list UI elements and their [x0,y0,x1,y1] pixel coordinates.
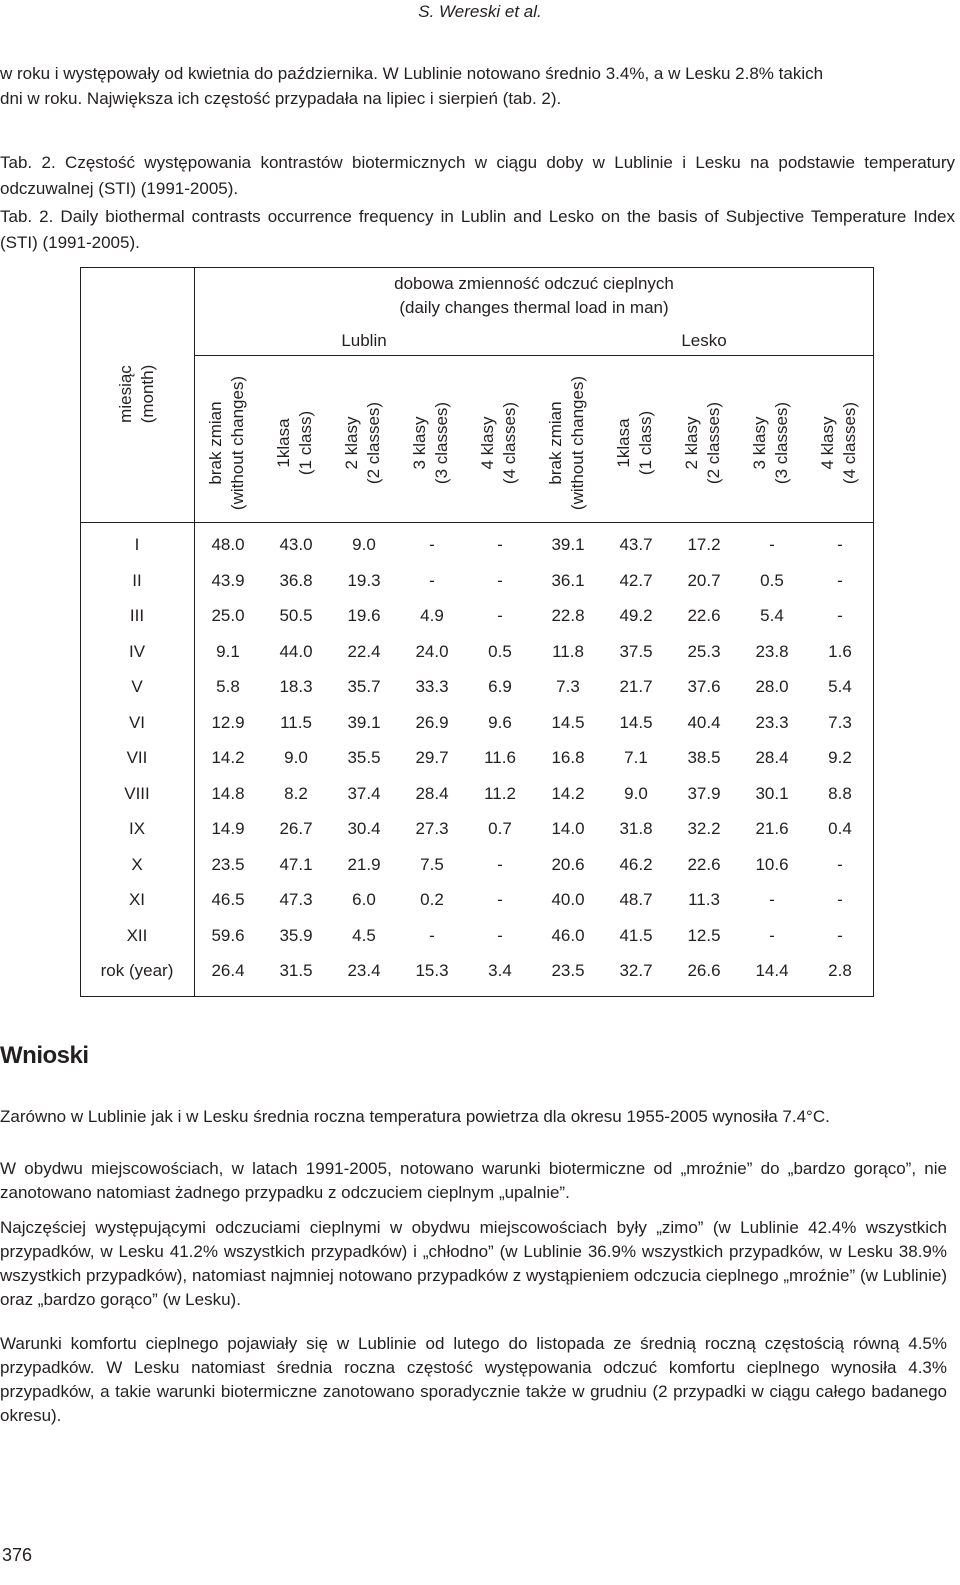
table-cell: - [497,535,503,554]
column-header-6 [545,363,591,523]
table-cell: 36.1 [551,570,585,590]
table-cell: - [837,570,843,590]
table-cell: 9.6 [488,712,512,732]
table-cell: 38.5 [687,748,721,767]
column-header-1-line-1: brak zmian [206,401,225,485]
column-header-8-line-2: (2 classes) [704,401,723,485]
column-header-6-line-1: brak zmian [546,401,565,485]
section-title: Wnioski [0,1042,89,1069]
table-border-top [80,267,874,268]
table-cell: 40.4 [687,712,721,732]
row-month-label: II [132,570,142,590]
running-header-author: S. Wereski et al. [418,2,542,21]
table-cell: 11.8 [552,641,584,661]
table-cell: 18.3 [279,677,313,696]
table-cell: 14.9 [211,819,245,838]
table-cell: 32.7 [619,961,653,980]
conclusion-paragraph-4: Warunki komfortu cieplnego pojawiały się w Lublinie od lutego do listopada ze średnią roczną częstością równą 4.5% przypadków. W Lesku natomiast średnia roczna częstość występowania odczuć komfortu cieplnego wynosiła 4.3% przypadków, a takie warunki biotermiczne zanotowano sporadycznie także w grudniu (2 przypadki w ciągu całego badanego okresu). [0,1334,947,1425]
table-cell: - [497,854,503,874]
table-cell: 26.4 [211,961,245,980]
table-divider-stations [194,355,874,356]
table-cell: 28.4 [415,783,449,803]
table-cell: 46.5 [211,890,245,909]
table-cell: 27.3 [415,819,449,838]
table-cell: 23.8 [755,641,789,661]
table-cell: - [497,570,503,590]
table-cell: 9.0 [352,535,376,554]
column-header-4-line-1: 3 klasy [410,416,429,470]
column-header-5-line-2: (4 classes) [500,401,519,485]
table-cell: 46.0 [551,925,585,945]
table-cell: 14.5 [619,712,653,732]
table-cell: 12.9 [211,712,245,732]
table-cell: 37.9 [687,783,721,803]
row-month-label: V [131,677,143,696]
table-cell: 44.0 [279,641,313,661]
table-cell: 5.4 [828,677,852,696]
table-cell: 36.8 [279,570,313,590]
table-cell: 0.5 [760,570,784,590]
table-cell: 25.0 [211,606,245,625]
station-lesko: Lesko [681,331,727,350]
table-cell: 22.8 [551,606,585,625]
table-cell: - [429,925,435,945]
table-cell: - [837,890,843,909]
column-header-1 [205,363,251,523]
row-month-label: VII [126,748,148,767]
month-header-line-1: miesiąc [116,365,135,423]
conclusion-paragraph-3: Najczęściej występującymi odczuciami cieplnymi w obydwu miejscowościach były „zimo” (w Lublinie 42.4% wszystkich przypadków, w Lesku 41.2% wszystkich przypadków) i „chłodno” (w Lublinie 36.9% wszystkich przypadków, w Lesku 38.9% wszystkich przypadków), natomiast najmniej notowano przypadków z wystąpieniem odczucia cieplnego „mroźnie” (w Lublinie) oraz „bardzo gorąco” (w Lesku). [0,1218,947,1309]
column-header-7-line-2: (1 class) [636,410,655,476]
table-cell: 50.5 [279,606,313,625]
table-cell: 32.2 [687,819,721,838]
column-header-4-line-2: (3 classes) [432,401,451,485]
table-cell: 31.5 [279,961,313,980]
table-cell: 28.4 [755,748,789,767]
intro-line-1: w roku i występowały od kwietnia do października. W Lublinie notowano średnio 3.4%, a w Lesku 2.8% takich [0,64,824,83]
table-cell: 0.7 [488,819,512,838]
table-cell: 30.4 [347,819,381,838]
table-cell: 16.8 [551,748,585,767]
column-header-1-line-2: (without changes) [228,375,247,511]
table-cell: 0.5 [488,641,512,661]
table-caption-polish: Tab. 2. Częstość występowania kontrastów biotermicznych w ciągu doby w Lublinie i Lesku na podstawie temperatury odczuwalnej (STI) (1991-2005). [0,153,955,198]
row-month-label: IV [128,641,146,661]
table-cell: - [429,570,435,590]
table-cell: 48.0 [211,535,245,554]
column-header-2-line-1: 1klasa [274,418,293,468]
table-cell: 40.0 [551,890,585,909]
column-header-3-line-2: (2 classes) [364,401,383,485]
row-month-label: VI [128,712,146,732]
table-cell: 11.5 [280,712,312,732]
table-cell: - [769,925,775,945]
month-header [115,329,161,459]
row-month-label: I [134,535,140,554]
table-cell: 8.2 [284,783,308,803]
table-cell: 30.1 [755,783,789,803]
table-cell: 23.4 [347,961,381,980]
table-cell: 39.1 [347,712,381,732]
table-cell: 21.7 [619,677,653,696]
table-cell: 41.5 [619,925,653,945]
table-cell: 14.2 [211,748,245,767]
row-month-label: X [131,854,143,874]
top-header-line-1: dobowa zmienność odczuć cieplnych [394,274,674,293]
table-cell: 14.4 [755,961,789,980]
table-cell: 7.3 [828,712,852,732]
table-cell: 9.2 [828,748,852,767]
table-cell: 26.7 [279,819,313,838]
table-cell: 9.1 [216,641,240,661]
intro-line-2: dni w roku. Największa ich częstość przypadała na lipiec i sierpień (tab. 2). [0,89,562,108]
table-cell: 42.7 [619,570,653,590]
table-cell: 5.8 [216,677,240,696]
table-cell: 0.4 [828,819,852,838]
column-header-7-line-1: 1klasa [614,418,633,468]
table-cell: - [837,854,843,874]
table-cell: 14.0 [551,819,585,838]
table-cell: 17.2 [687,535,721,554]
table-cell: 22.6 [687,606,721,625]
top-header-line-2: (daily changes thermal load in man) [399,298,669,317]
table-cell: - [497,606,503,625]
table-cell: 29.7 [415,748,449,767]
table-cell: 11.2 [484,783,516,803]
table-cell: 20.6 [551,854,585,874]
column-header-9 [749,363,795,523]
table-cell: 35.5 [347,748,381,767]
table-cell: 24.0 [415,641,449,661]
table-cell: - [837,535,843,554]
conclusion-paragraph-2: W obydwu miejscowościach, w latach 1991-2005, notowano warunki biotermiczne od „mroźnie” do „bardzo gorąco”, nie zanotowano natomiast żadnego przypadku z odczuciem cieplnym „upalnie”. [0,1159,947,1202]
table-cell: 43.0 [279,535,313,554]
table-cell: 8.8 [828,783,852,803]
table-cell: 25.3 [687,641,721,661]
table-cell: 59.6 [211,925,245,945]
table-cell: 22.4 [347,641,381,661]
table-cell: 28.0 [755,677,789,696]
table-cell: 0.2 [420,890,444,909]
table-2 [80,267,874,997]
table-cell: - [769,890,775,909]
table-cell: 43.7 [619,535,653,554]
column-header-6-line-2: (without changes) [568,375,587,511]
table-cell: 22.6 [687,854,721,874]
table-cell: 5.4 [760,606,784,625]
month-header-line-2: (month) [138,364,157,424]
table-cell: - [837,925,843,945]
column-header-10 [817,363,863,523]
table-cell: 31.8 [619,819,653,838]
table-cell: 37.4 [347,783,381,803]
table-cell: 14.5 [551,712,585,732]
table-cell: 2.8 [828,961,852,980]
column-header-9-line-1: 3 klasy [750,416,769,470]
column-header-8-line-1: 2 klasy [682,416,701,470]
column-header-10-line-1: 4 klasy [818,416,837,470]
table-cell: - [497,890,503,909]
row-month-label: rok (year) [100,961,174,980]
table-caption-english: Tab. 2. Daily biothermal contrasts occurrence frequency in Lublin and Lesko on the basis of Subjective Temperature Index (STI) (1991-2005). [0,207,955,252]
column-header-3 [341,363,387,523]
table-cell: 35.7 [347,677,381,696]
table-cell: 7.3 [556,677,580,696]
table-cell: - [429,535,435,554]
row-month-label: XII [126,925,148,945]
table-cell: 6.0 [352,890,376,909]
column-header-3-line-1: 2 klasy [342,416,361,470]
table-cell: 9.0 [284,748,308,767]
column-header-5-line-1: 4 klasy [478,416,497,470]
table-cell: 21.9 [347,854,381,874]
column-header-2 [273,363,319,523]
table-cell: 43.9 [211,570,245,590]
table-cell: 48.7 [619,890,653,909]
row-month-label: XI [128,890,146,909]
table-cell: 46.2 [619,854,653,874]
table-cell: 20.7 [687,570,721,590]
page-number: 376 [2,1545,33,1565]
table-cell: 35.9 [279,925,313,945]
row-month-label: III [129,606,145,625]
table-cell: 12.5 [687,925,721,945]
table-cell: 37.5 [619,641,653,661]
table-cell: 19.6 [347,606,381,625]
table-cell: 4.9 [420,606,444,625]
column-header-8 [681,363,727,523]
table-cell: 15.3 [415,961,449,980]
table-cell: 23.3 [755,712,789,732]
table-border-bottom [80,996,874,997]
table-cell: 11.6 [484,748,516,767]
table-cell: 47.3 [279,890,313,909]
table-cell: 14.8 [211,783,245,803]
table-cell: 49.2 [619,606,653,625]
column-header-10-line-2: (4 classes) [840,401,859,485]
column-header-4 [409,363,455,523]
conclusion-paragraph-1: Zarówno w Lublinie jak i w Lesku średnia roczna temperatura powietrza dla okresu 1955-2005 wynosiła 7.4°C. [0,1107,830,1126]
column-header-2-line-2: (1 class) [296,410,315,476]
column-header-7 [613,363,659,523]
table-cell: 37.6 [687,677,721,696]
table-cell: 9.0 [624,783,648,803]
table-cell: 39.1 [551,535,585,554]
table-cell: 19.3 [347,570,381,590]
table-cell: 7.5 [420,854,444,874]
table-cell: 10.6 [755,854,789,874]
table-cell: - [497,925,503,945]
table-cell: 21.6 [755,819,789,838]
column-header-5 [477,363,523,523]
table-cell: - [769,535,775,554]
station-lublin: Lublin [341,331,387,350]
table-cell: 23.5 [211,854,245,874]
table-cell: 26.9 [415,712,449,732]
table-cell: 23.5 [551,961,585,980]
table-cell: 7.1 [624,748,648,767]
table-cell: 14.2 [551,783,585,803]
table-cell: 47.1 [279,854,313,874]
row-month-label: VIII [124,783,150,803]
table-cell: - [837,606,843,625]
table-cell: 4.5 [352,925,376,945]
table-cell: 3.4 [488,961,512,980]
table-cell: 33.3 [415,677,449,696]
table-cell: 11.3 [688,890,720,909]
table-cell: 1.6 [828,641,852,661]
table-cell: 6.9 [488,677,512,696]
column-header-9-line-2: (3 classes) [772,401,791,485]
table-cell: 26.6 [687,961,721,980]
row-month-label: IX [128,819,146,838]
